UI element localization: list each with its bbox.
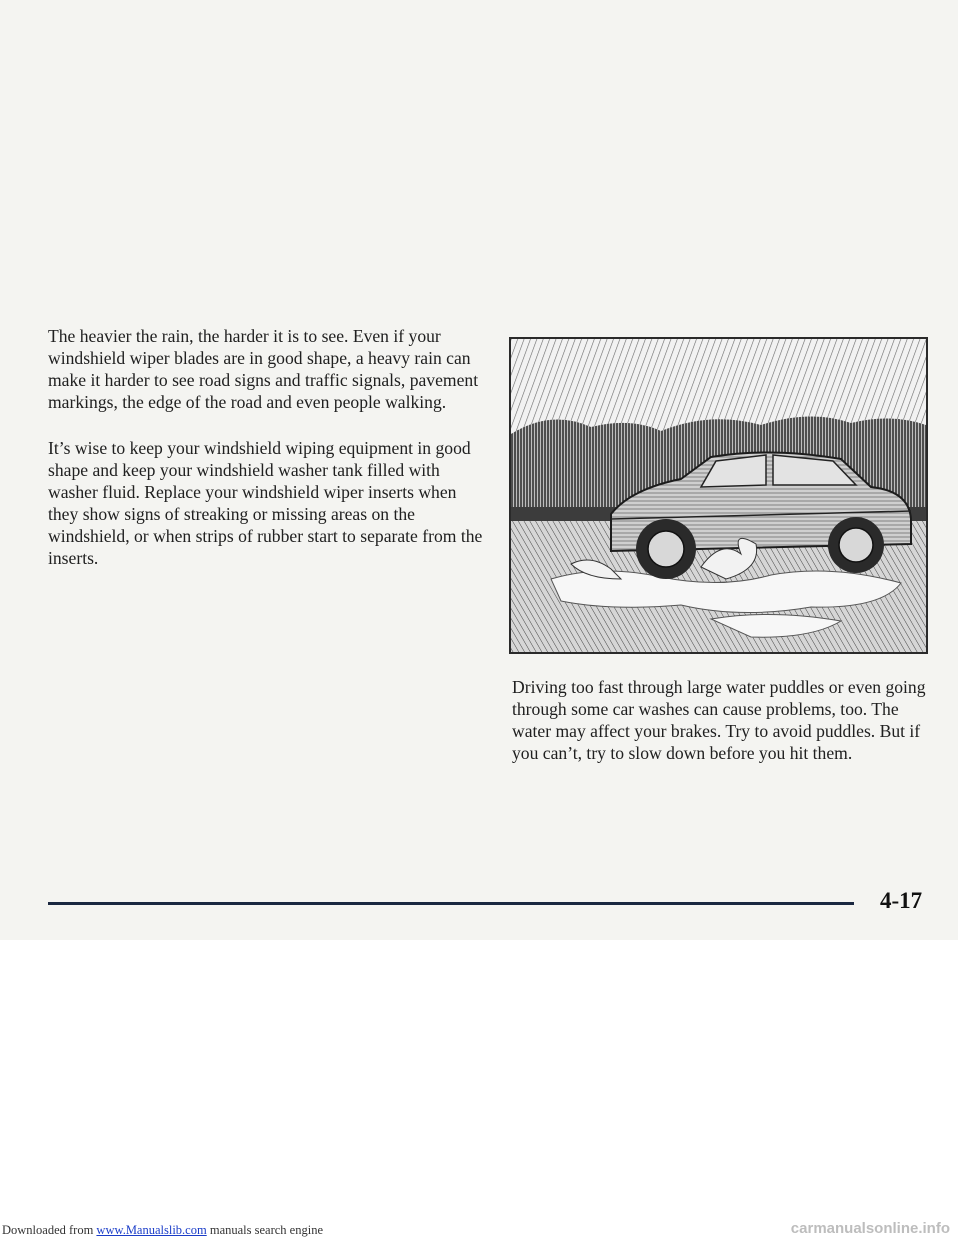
- page-number: 4-17: [880, 888, 923, 913]
- paragraph-heavy-rain: The heavier the rain, the harder it is to see. Even if your windshield wiper blades are in good shape, a heavy rain can make it harder to see road signs and traffic signals, pavement markings, the edge of the road and even people walking.: [48, 326, 479, 412]
- paragraph-wiper-maintenance: It’s wise to keep your windshield wiping equipment in good shape and keep your windshield washer tank filled with washer fluid. Replace your windshield wiper inserts when they show signs of streaking or missing areas on the windshield, or when strips of rubber start to separate from the inserts.: [48, 438, 483, 568]
- download-source-footer: [2, 1223, 323, 1238]
- footer-prefix: Downloaded from: [2, 1223, 97, 1237]
- car-in-rain-illustration: [509, 337, 928, 654]
- watermark: carmanualsonline.info: [790, 1220, 950, 1237]
- paragraph-water-puddles: Driving too fast through large water puddles or even going through some car washes can cause problems, too. The water may affect your brakes. Try to avoid puddles. But if you can’t, try to slow down before you hit them.: [512, 677, 926, 763]
- manualslib-link[interactable]: www.Manualslib.com: [96, 1223, 207, 1237]
- footer-rule: [48, 902, 854, 905]
- footer-suffix: manuals search engine: [206, 1223, 323, 1237]
